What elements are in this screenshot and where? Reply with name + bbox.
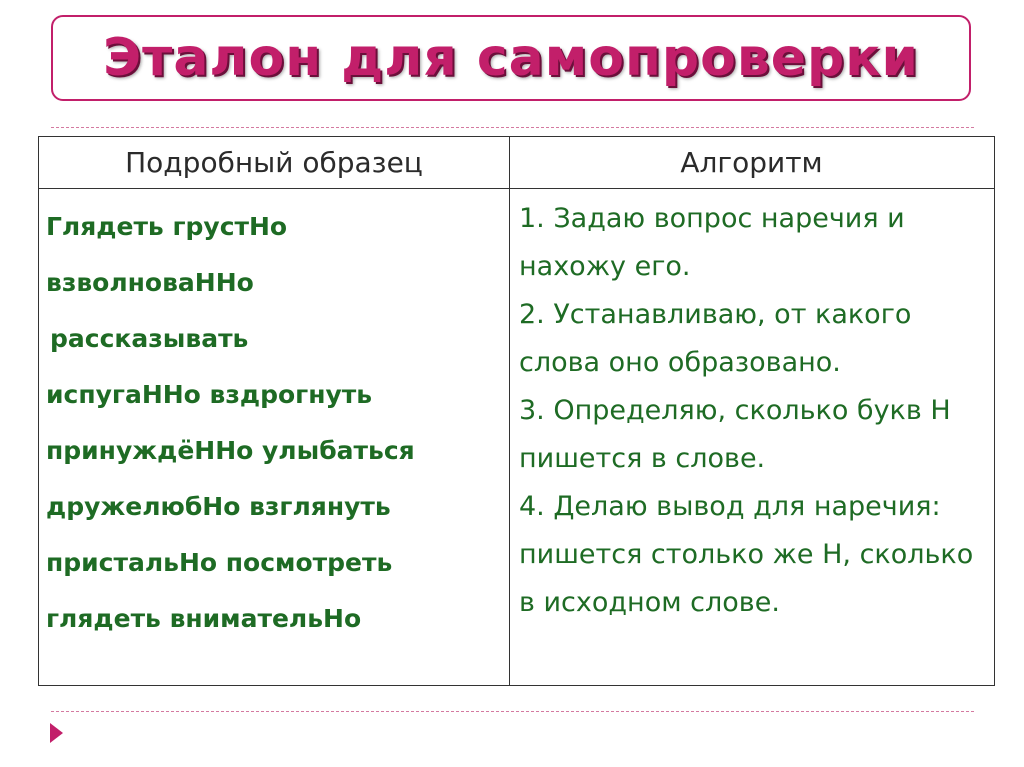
top-divider xyxy=(51,127,974,128)
example-item: Глядеть грустНо xyxy=(46,212,288,241)
algorithm-list xyxy=(519,195,984,627)
example-item: рассказывать xyxy=(50,324,249,353)
example-item: принуждёННо улыбаться xyxy=(46,436,415,465)
play-arrow-icon[interactable] xyxy=(50,723,63,743)
example-item: испугаННо вздрогнуть xyxy=(46,380,373,409)
example-item: взволноваННо xyxy=(46,268,254,297)
examples-list xyxy=(46,199,501,647)
header-divider xyxy=(39,188,994,189)
algorithm-step: 3. Определяю, сколько букв Н пишется в слове. xyxy=(519,395,951,474)
example-item: пристальНо посмотреть xyxy=(46,548,393,577)
slide-title: Эталон для самопроверки xyxy=(103,28,919,88)
header-sample: Подробный образец xyxy=(125,146,423,179)
title-banner xyxy=(51,15,971,101)
header-algorithm: Алгоритм xyxy=(680,146,823,179)
bottom-divider xyxy=(51,711,974,712)
algorithm-step: 4. Делаю вывод для наречия: пишется столько же Н, сколько в исходном слове. xyxy=(519,491,974,618)
algorithm-step: 2. Устанавливаю, от какого слова оно образовано. xyxy=(519,299,912,378)
example-item: дружелюбНо взглянуть xyxy=(46,492,391,521)
algorithm-step: 1. Задаю вопрос наречия и нахожу его. xyxy=(519,203,905,282)
example-item: глядеть внимательНо xyxy=(46,604,362,633)
comparison-table xyxy=(38,136,995,686)
column-divider xyxy=(509,137,510,685)
